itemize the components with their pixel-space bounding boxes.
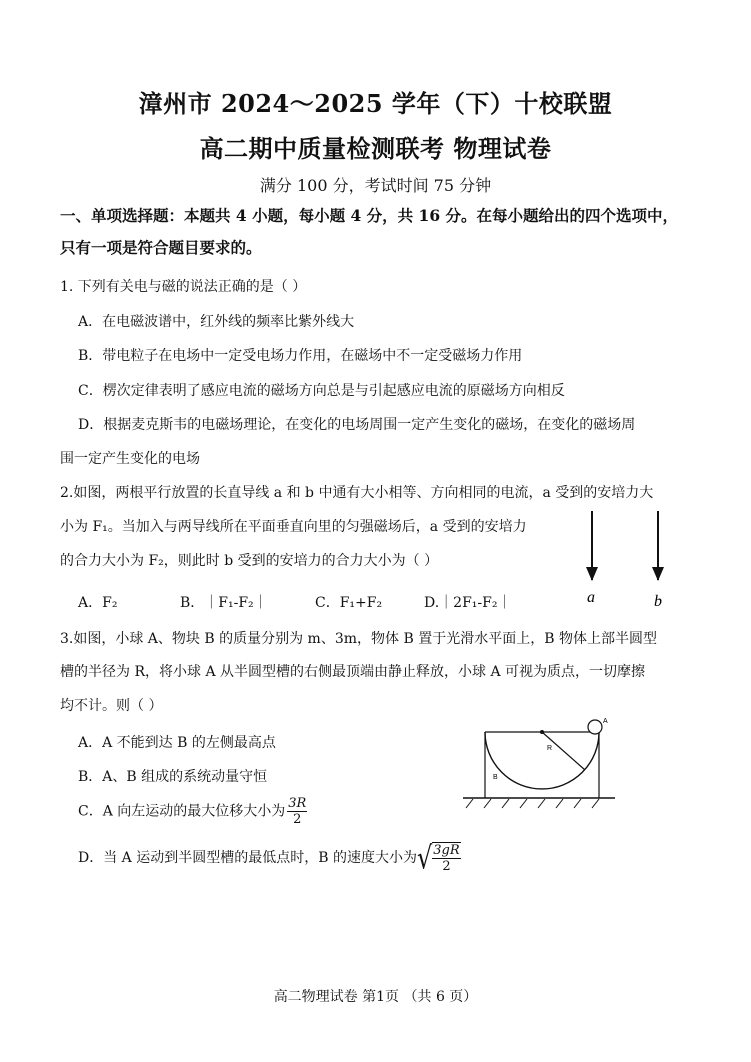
q1-option-d-line2: 围一定产生变化的电场: [60, 451, 200, 467]
semicircle-groove: [485, 732, 599, 789]
q2-stem-line3: 的合力大小为 F₂，则此时 b 受到的安培力的合力大小为（ ）: [60, 553, 439, 569]
sqrt-sign-icon: √: [416, 839, 433, 877]
q1-option-b: B．带电粒子在电场中一定受电场力作用，在磁场中不一定受磁场力作用: [78, 348, 523, 364]
section-heading-line1: 一、单项选择题：本题共 4 小题，每小题 4 分，共 16 分。在每小题给出的四个选项中，: [60, 206, 679, 225]
ground-hatch: [466, 799, 599, 808]
exam-title-line1: 漳州市 2024～2025 学年（下）十校联盟: [138, 89, 613, 118]
q1-option-a: A．在电磁波谱中，红外线的频率比紫外线大: [78, 314, 355, 330]
q3-option-d-text: D．当 A 运动到半圆型槽的最低点时，B 的速度大小为: [78, 850, 417, 866]
q3-option-d-sqrt: [416, 839, 461, 877]
q3-option-c: [78, 796, 307, 827]
q1-stem: 1. 下列有关电与磁的说法正确的是（ ）: [60, 279, 307, 295]
q3-stem-line1: 3.如图，小球 A、物块 B 的质量分别为 m、3m，物体 B 置于光滑水平面上，B 物体上部半圆型: [60, 631, 657, 647]
q3-option-b: B．A、B 组成的系统动量守恒: [78, 769, 268, 785]
fig-label-b: B: [493, 774, 498, 781]
q3-option-d-fraction: [432, 842, 460, 874]
q3-stem-line2: 槽的半径为 R，将小球 A 从半圆型槽的右侧最顶端由静止释放，小球 A 可视为质点，一切摩擦: [60, 664, 646, 680]
q2-option-d: D.｜2F₁-F₂｜: [424, 595, 512, 611]
q3-option-c-fraction: [287, 796, 307, 827]
wire-a-label: a: [587, 589, 595, 606]
wire-a-arrow-icon: [586, 567, 598, 581]
q1-option-d-line1: D．根据麦克斯韦的电磁场理论，在变化的电场周围一定产生变化的磁场，在变化的磁场周: [78, 417, 636, 433]
fig-label-a: A: [603, 718, 608, 725]
q3-option-d: [78, 839, 461, 877]
q3-option-d-numerator: 3gR: [433, 843, 460, 858]
q3-option-c-numerator: 3R: [288, 796, 307, 811]
q3-option-c-denominator: 2: [293, 812, 302, 827]
q2-option-b: B．｜F₁-F₂｜: [180, 595, 268, 611]
q3-option-c-text: C．A 向左运动的最大位移大小为: [78, 803, 286, 820]
q2-option-a: A．F₂: [78, 595, 118, 611]
ball-a: [588, 720, 602, 734]
q2-stem-line1: 2.如图，两根平行放置的长直导线 a 和 b 中通有大小相等、方向相同的电流，a 受到的安培力大: [60, 485, 654, 501]
q3-stem-line3: 均不计。则（ ）: [60, 698, 163, 714]
q2-stem-line2: 小为 F₁。当加入与两导线所在平面垂直向里的匀强磁场后，a 受到的安培力: [60, 519, 527, 535]
wire-b-arrow-icon: [652, 567, 664, 581]
fig-label-r: R: [547, 745, 553, 752]
exam-subtitle: 满分 100 分，考试时间 75 分钟: [259, 176, 492, 195]
q3-option-a: A．A 不能到达 B 的左侧最高点: [78, 735, 276, 751]
q3-groove-figure: [455, 712, 625, 812]
exam-title-line2: 高二期中质量检测联考 物理试卷: [199, 134, 552, 163]
page-footer: 高二物理试卷 第1页 （共 6 页）: [273, 989, 478, 1005]
q2-wire-figure: [570, 505, 680, 615]
q3-option-d-denominator: 2: [442, 859, 451, 874]
wire-b-label: b: [654, 593, 662, 610]
q2-option-c: C．F₁+F₂: [315, 595, 383, 611]
q1-option-c: C．楞次定律表明了感应电流的磁场方向总是与引起感应电流的原磁场方向相反: [78, 383, 565, 399]
section-heading-line2: 只有一项是符合题目要求的。: [60, 238, 262, 257]
